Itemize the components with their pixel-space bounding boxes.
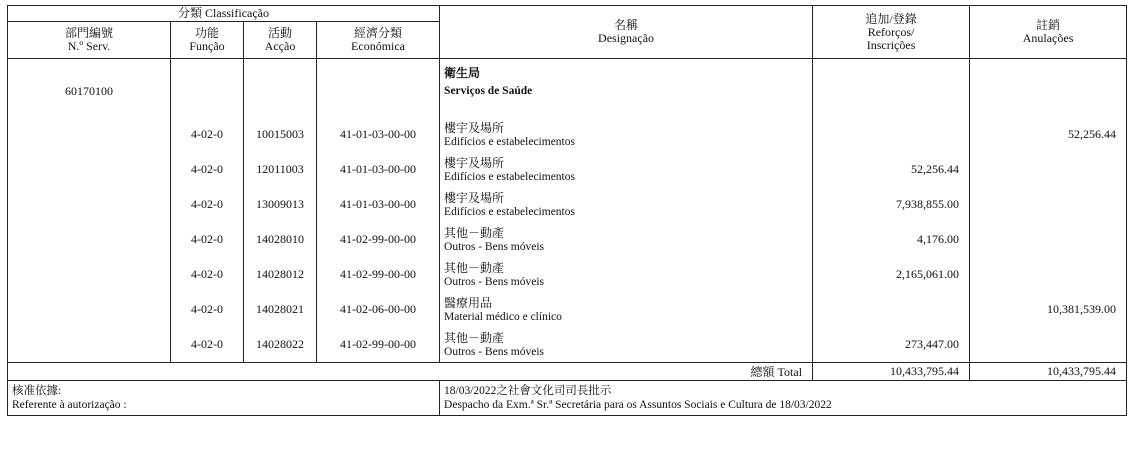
row-reforcos: 7,938,855.00 <box>813 187 970 222</box>
footer-despacho-pt: Despacho da Exm.ª Sr.ª Secretária para os Assuntos Sociais e Cultura de 18/03/2022 <box>444 399 832 411</box>
row-reforcos: 2,165,061.00 <box>813 257 970 292</box>
funcao-header-zh: 功能 <box>194 26 219 40</box>
table-row <box>8 327 1127 363</box>
reforcos-header-zh: 追加/登錄 <box>865 11 917 26</box>
row-designacao <box>440 257 813 292</box>
row-name-pt: Outros - Bens móveis <box>444 240 545 253</box>
economica-header-zh: 經濟分類 <box>354 26 403 40</box>
row-funcao: 4-02-0 <box>171 222 244 257</box>
footer-despacho <box>440 381 1127 416</box>
row-reforcos <box>813 292 970 327</box>
header-row-top <box>8 6 1127 22</box>
row-name-zh: 樓宇及場所 <box>444 190 505 205</box>
anulacoes-header-zh: 註銷 <box>1036 18 1061 32</box>
row-name-zh: 其他－動產 <box>444 330 505 345</box>
row-economica: 41-02-99-00-00 <box>317 327 440 363</box>
footer-ref-zh: 核准依據: <box>12 385 62 397</box>
row-economica: 41-02-99-00-00 <box>317 222 440 257</box>
row-name-pt: Edifícios e estabelecimentos <box>444 135 575 148</box>
table-row <box>8 292 1127 327</box>
row-anulacoes: 52,256.44 <box>970 117 1127 152</box>
economica-header <box>317 22 440 59</box>
row-designacao <box>440 152 813 187</box>
reforcos-header-pt2: Inscrições <box>866 37 916 52</box>
designacao-header-pt: Designação <box>598 31 655 45</box>
table-row <box>8 222 1127 257</box>
funcao-header <box>171 22 244 59</box>
service-number: 60170100 <box>8 65 171 117</box>
budget-table <box>7 5 1127 416</box>
row-funcao: 4-02-0 <box>171 292 244 327</box>
row-economica: 41-01-03-00-00 <box>317 187 440 222</box>
table-row <box>8 257 1127 292</box>
row-reforcos: 273,447.00 <box>813 327 970 363</box>
row-funcao: 4-02-0 <box>171 327 244 363</box>
row-accao: 12011003 <box>244 152 317 187</box>
serv-header-pt: N.º Serv. <box>67 39 111 53</box>
row-name-pt: Edifícios e estabelecimentos <box>444 205 575 218</box>
row-accao: 14028021 <box>244 292 317 327</box>
service-name <box>440 65 813 117</box>
anulacoes-header <box>970 6 1127 59</box>
footer-ref-pt: Referente à autorização : <box>12 399 127 411</box>
row-funcao: 4-02-0 <box>171 187 244 222</box>
row-name-pt: Outros - Bens móveis <box>444 275 545 288</box>
row-designacao <box>440 327 813 363</box>
row-name-pt: Material médico e clínico <box>444 310 562 323</box>
footer-row <box>8 381 1127 416</box>
classification-header: 分類 Classificação <box>8 6 440 22</box>
accao-header-pt: Acção <box>264 39 296 53</box>
funcao-header-pt: Função <box>189 39 225 53</box>
anulacoes-header-pt: Anulações <box>1022 31 1074 45</box>
row-reforcos: 52,256.44 <box>813 152 970 187</box>
economica-header-pt: Económica <box>351 39 406 53</box>
row-funcao: 4-02-0 <box>171 152 244 187</box>
service-name-pt: Serviços de Saúde <box>444 85 533 97</box>
row-name-zh: 樓宇及場所 <box>444 120 505 135</box>
row-funcao: 4-02-0 <box>171 257 244 292</box>
row-anulacoes <box>970 327 1127 363</box>
row-economica: 41-02-06-00-00 <box>317 292 440 327</box>
accao-header <box>244 22 317 59</box>
table-row <box>8 117 1127 152</box>
total-anulacoes: 10,433,795.44 <box>970 363 1127 381</box>
row-name-pt: Outros - Bens móveis <box>444 345 545 358</box>
row-accao: 14028010 <box>244 222 317 257</box>
row-anulacoes <box>970 187 1127 222</box>
accao-header-zh: 活動 <box>267 26 292 40</box>
row-economica: 41-01-03-00-00 <box>317 152 440 187</box>
total-row <box>8 363 1127 381</box>
row-name-zh: 其他－動產 <box>444 225 505 240</box>
designacao-header <box>440 6 813 59</box>
row-designacao <box>440 292 813 327</box>
reforcos-header <box>813 6 970 59</box>
row-funcao: 4-02-0 <box>171 117 244 152</box>
table-row <box>8 152 1127 187</box>
row-name-zh: 醫療用品 <box>444 295 493 310</box>
reforcos-header-pt1: Reforços/ <box>867 24 915 39</box>
row-accao: 13009013 <box>244 187 317 222</box>
total-label: 總額 Total <box>8 363 813 381</box>
row-accao: 14028012 <box>244 257 317 292</box>
row-name-pt: Edifícios e estabelecimentos <box>444 170 575 183</box>
row-designacao <box>440 222 813 257</box>
row-reforcos <box>813 117 970 152</box>
row-designacao <box>440 117 813 152</box>
footer-reference <box>8 381 440 416</box>
serv-header <box>8 22 171 59</box>
row-name-zh: 樓宇及場所 <box>444 155 505 170</box>
row-reforcos: 4,176.00 <box>813 222 970 257</box>
row-economica: 41-01-03-00-00 <box>317 117 440 152</box>
row-anulacoes <box>970 257 1127 292</box>
footer-despacho-zh: 18/03/2022之社會文化司司長批示 <box>444 385 612 397</box>
service-row <box>8 65 1127 117</box>
table-row <box>8 187 1127 222</box>
row-accao: 14028022 <box>244 327 317 363</box>
row-anulacoes <box>970 222 1127 257</box>
row-anulacoes: 10,381,539.00 <box>970 292 1127 327</box>
row-accao: 10015003 <box>244 117 317 152</box>
row-economica: 41-02-99-00-00 <box>317 257 440 292</box>
serv-header-zh: 部門編號 <box>64 26 113 40</box>
row-name-zh: 其他－動產 <box>444 260 505 275</box>
total-reforcos: 10,433,795.44 <box>813 363 970 381</box>
row-designacao <box>440 187 813 222</box>
row-anulacoes <box>970 152 1127 187</box>
designacao-header-zh: 名稱 <box>614 18 639 32</box>
service-name-zh: 衛生局 <box>444 66 481 80</box>
